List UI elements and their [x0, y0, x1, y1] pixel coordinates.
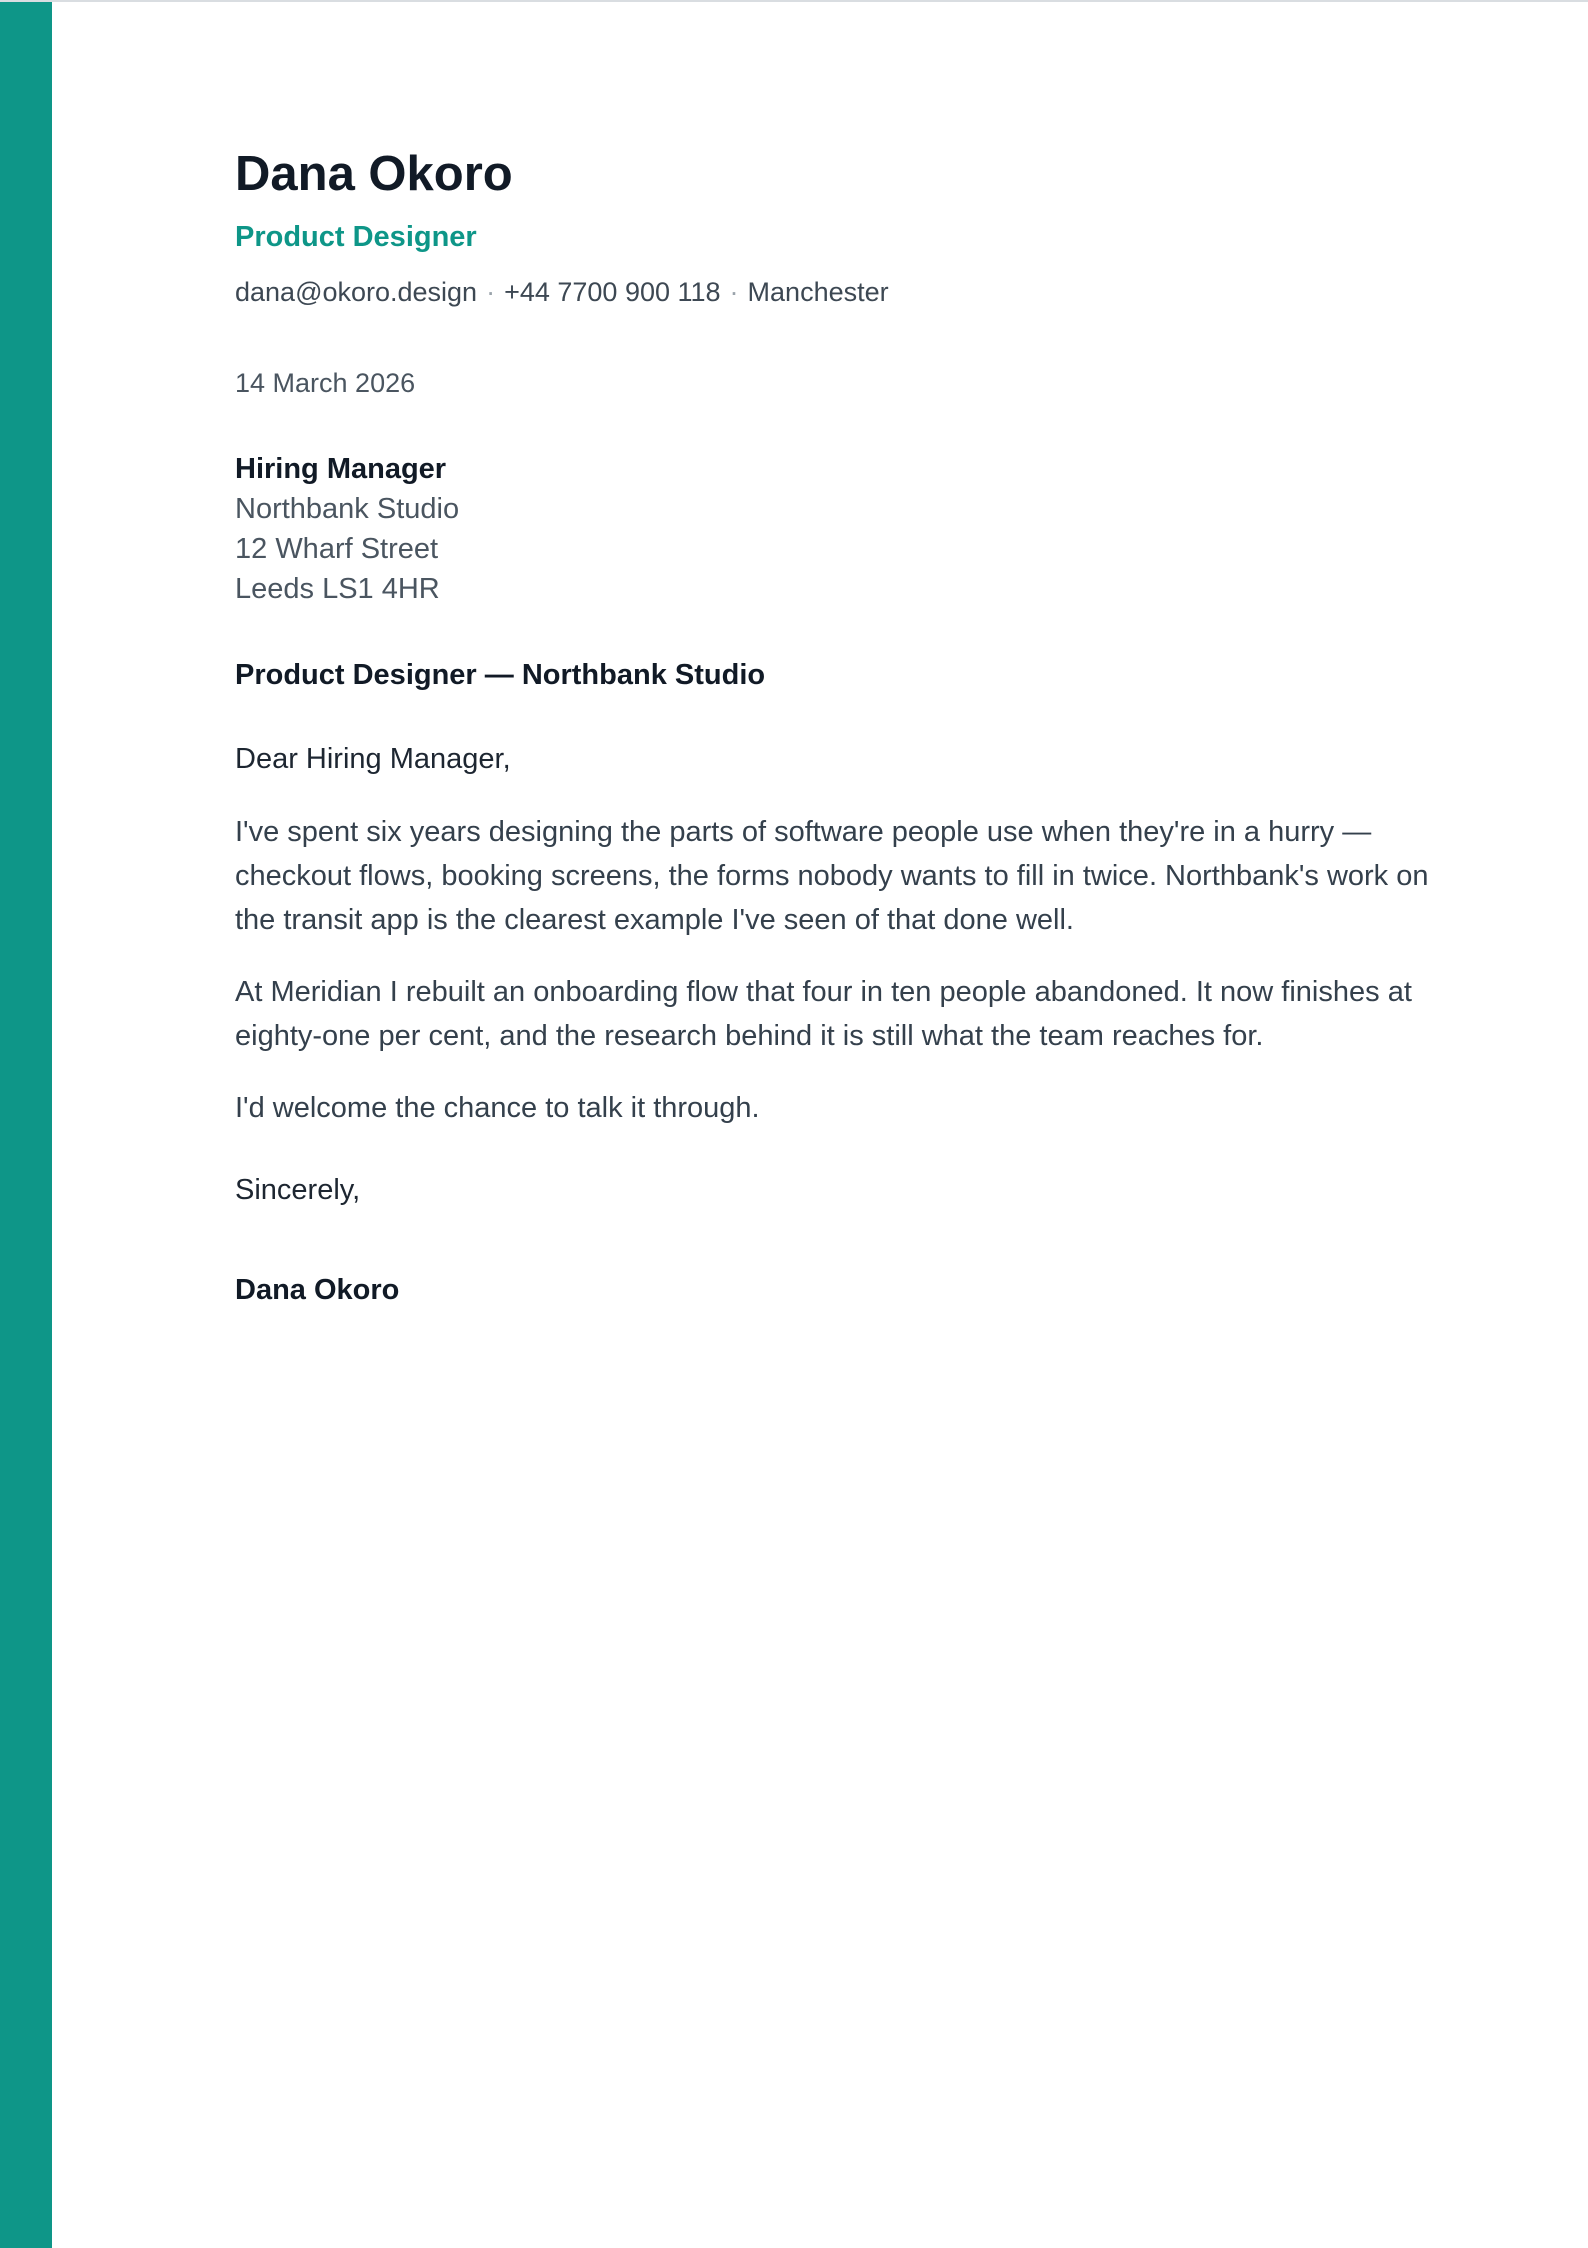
- letter-header: [235, 148, 1465, 310]
- sender-name: Dana Okoro: [235, 147, 513, 201]
- salutation: Dear Hiring Manager,: [235, 742, 511, 775]
- body-paragraph: At Meridian I rebuilt an onboarding flow that four in ten people abandoned. It now finishes at eighty-one per cent, and the research behind it is still what the team reaches for.: [235, 976, 1412, 1053]
- contact-separator: ·: [729, 276, 739, 307]
- subject-line: Product Designer — Northbank Studio: [235, 658, 766, 691]
- body-paragraph: I'd welcome the chance to talk it through.: [235, 1092, 760, 1125]
- letter-date: 14 March 2026: [235, 367, 416, 398]
- contact-separator: ·: [486, 276, 496, 307]
- sender-role: Product Designer: [235, 220, 477, 253]
- signature-name: Dana Okoro: [235, 1273, 400, 1306]
- recipient-company: Northbank Studio: [235, 492, 460, 525]
- accent-bar: [0, 2, 52, 2248]
- contact-email[interactable]: dana@okoro.design: [235, 276, 478, 307]
- closing: Sincerely,: [235, 1174, 361, 1207]
- contact-phone[interactable]: +44 7700 900 118: [504, 276, 721, 307]
- recipient-address: [235, 449, 1465, 609]
- recipient-street: 12 Wharf Street: [235, 532, 439, 565]
- contact-location: Manchester: [747, 276, 889, 307]
- cover-letter: [235, 148, 1465, 1310]
- recipient-city: Leeds LS1 4HR: [235, 572, 440, 605]
- contact-line: [235, 275, 1465, 310]
- top-rule: [0, 0, 1588, 2]
- recipient-title: Hiring Manager: [235, 452, 447, 485]
- letter-body: [235, 810, 1465, 1130]
- body-paragraph: I've spent six years designing the parts of software people use when they're in a hurry — checkout flows, booking screens, the forms nobody wants to fill in twice. Northbank's work on the transit app is the clearest example I've seen of that done well.: [235, 816, 1429, 937]
